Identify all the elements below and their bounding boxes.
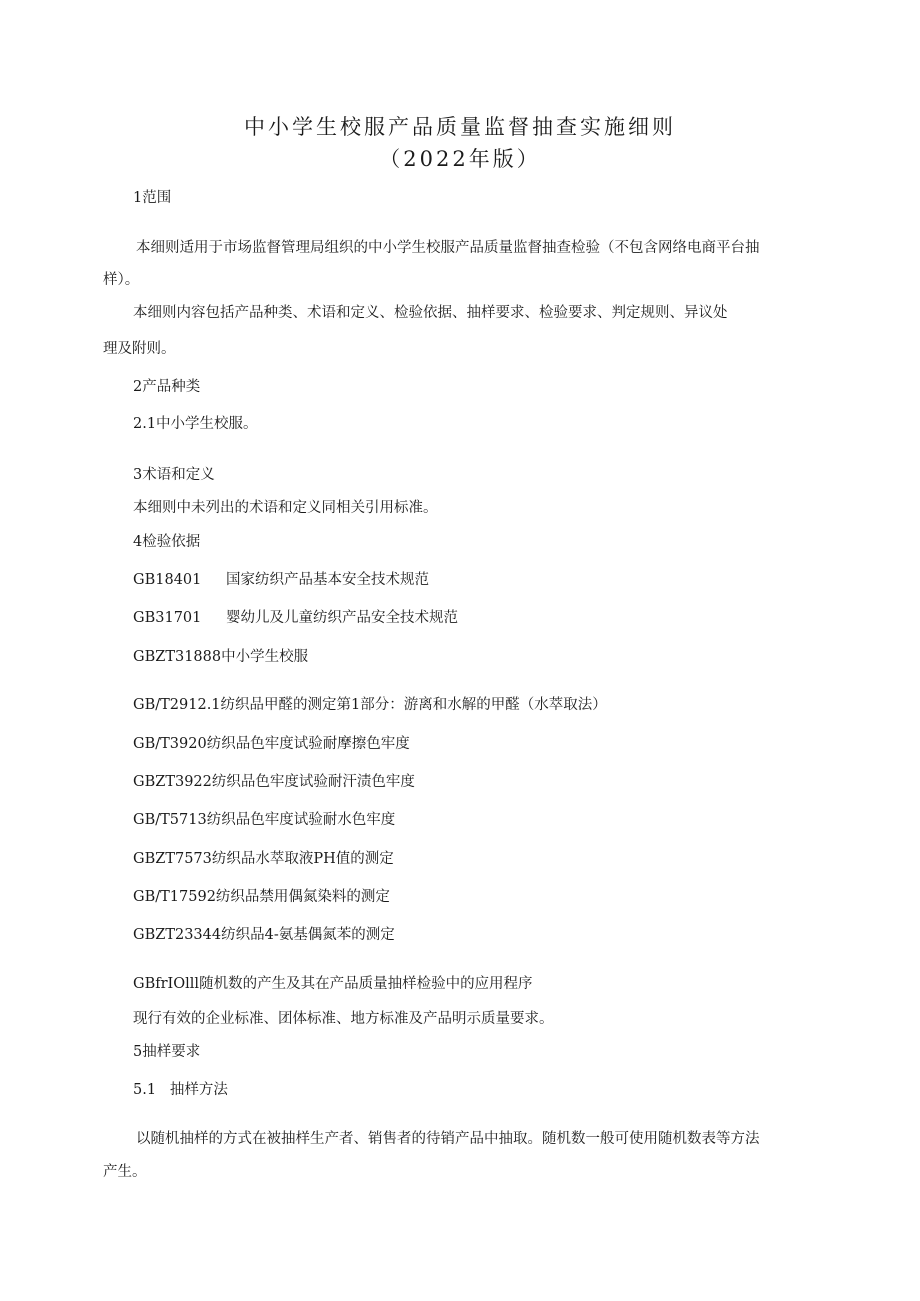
standard-name: 婴幼儿及儿童纺织产品安全技术规范 xyxy=(226,610,458,626)
section-4-heading: 4检验依据 xyxy=(133,534,201,550)
section-1-heading: 1范围 xyxy=(133,190,172,206)
standard-item: GB/T17592纺织品禁用偶氮染料的测定 xyxy=(133,889,390,905)
section-3-paragraph: 本细则中未列出的术语和定义同相关引用标准。 xyxy=(133,500,438,516)
standard-item: GBZT31888中小学生校服 xyxy=(133,649,309,665)
standard-code: GB18401 xyxy=(133,572,202,588)
section-1-paragraph-2-line-1: 本细则内容包括产品种类、术语和定义、检验依据、抽样要求、检验要求、判定规则、异议处 xyxy=(133,305,728,321)
standard-item-gb31701 xyxy=(133,608,458,628)
standard-item: GB/T3920纺织品色牢度试验耐摩擦色牢度 xyxy=(133,736,410,752)
section-1-paragraph-1-line-1: 本细则适用于市场监督管理局组织的中小学生校服产品质量监督抽查检验（不包含网络电商平台抽 xyxy=(136,240,760,256)
section-3-heading: 3术语和定义 xyxy=(133,467,215,483)
section-5-paragraph-line-2: 产生。 xyxy=(103,1164,147,1180)
section-5-1-heading: 5.1 抽样方法 xyxy=(133,1082,228,1098)
standard-item: GBZT7573纺织品水萃取液PH值的测定 xyxy=(133,851,394,867)
standard-item: GBZT23344纺织品4-氨基偶氮苯的测定 xyxy=(133,927,395,943)
section-5-heading: 5抽样要求 xyxy=(133,1044,201,1060)
standard-item: GBfrIOlll随机数的产生及其在产品质量抽样检验中的应用程序 xyxy=(133,976,533,992)
standard-name: 国家纺织产品基本安全技术规范 xyxy=(226,572,429,588)
section-2-1: 2.1中小学生校服。 xyxy=(133,416,258,432)
section-1-paragraph-1-line-2: 样）。 xyxy=(103,272,140,288)
section-1-paragraph-2-line-2: 理及附则。 xyxy=(103,341,176,357)
standard-item: GB/T5713纺织品色牢度试验耐水色牢度 xyxy=(133,812,396,828)
standard-item: 现行有效的企业标准、团体标准、地方标准及产品明示质量要求。 xyxy=(133,1011,554,1027)
standard-item: GB/T2912.1纺织品甲醛的测定第1部分：游离和水解的甲醛（水萃取法） xyxy=(133,697,607,713)
document-subtitle: （2022年版） xyxy=(379,147,541,171)
section-2-heading: 2产品种类 xyxy=(133,379,201,395)
standard-item: GBZT3922纺织品色牢度试验耐汗渍色牢度 xyxy=(133,774,415,790)
standard-item-gb18401 xyxy=(133,570,429,590)
document-title: 中小学生校服产品质量监督抽查实施细则 xyxy=(244,115,676,139)
standard-code: GB31701 xyxy=(133,610,202,626)
section-5-paragraph-line-1: 以随机抽样的方式在被抽样生产者、销售者的待销产品中抽取。随机数一般可使用随机数表等方法 xyxy=(136,1131,760,1147)
